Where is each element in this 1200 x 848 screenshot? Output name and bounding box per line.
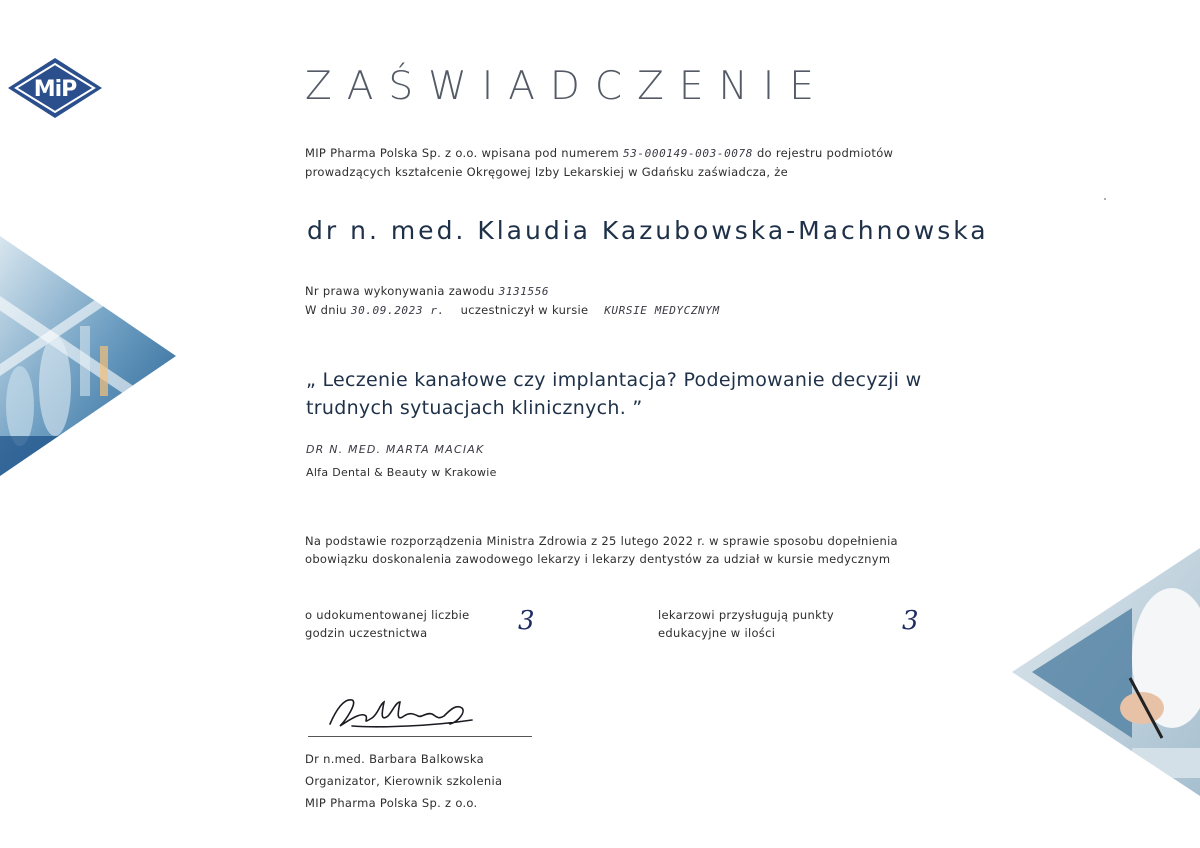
lecturer-name: DR N. MED. MARTA MACIAK [306,443,485,456]
register-number: 53-000149-003-0078 [622,147,753,160]
signer-block [305,748,502,814]
licence-label: Nr prawa wykonywania zawodu [305,284,495,298]
intro-line-1: MIP Pharma Polska Sp. z o.o. wpisana pod numerem 53-000149-003-0078 do rejestru podmiotów [305,146,894,160]
lab-photo-triangle [0,236,176,476]
mip-logo [6,56,104,120]
intro-text [305,144,893,181]
lecturer-place: Alfa Dental & Beauty w Krakowie [306,466,497,479]
svg-text:MiP: MiP [33,77,77,102]
date-label: W dniu [305,303,347,317]
intro-line-2: prowadzących kształcenie Okręgowej Izby Lekarskiej w Gdańsku zaświadcza, że [305,165,789,179]
signature-line [308,736,532,737]
licence-block [305,282,720,320]
points-value: 3 [902,606,919,636]
date-value: 30.09.2023 r. [350,304,445,317]
signer-company: MIP Pharma Polska Sp. z o.o. [305,796,478,810]
certificate-title: ZAŚWIADCZENIE [305,64,829,109]
hours-label: o udokumentowanej liczbie godzin uczestnictwa [305,608,470,640]
signer-role: Organizator, Kierownik szkolenia [305,774,503,788]
recipient-name: dr n. med. Klaudia Kazubowska-Machnowska [307,216,989,245]
doctor-photo-triangle [1012,548,1200,796]
handwritten-signature [322,690,492,734]
regulation-text: Na podstawie rozporządzenia Ministra Zdrowia z 25 lutego 2022 r. w sprawie sposobu dopełnienia obowiązku doskonalenia zawodowego lekarzy i lekarzy dentystów za udział w kursie medycznym [305,534,898,566]
course-type: KURSIE MEDYCZNYM [604,304,720,317]
participated-label: uczestniczył w kursie [460,303,589,317]
signer-name: Dr n.med. Barbara Balkowska [305,752,484,766]
course-title: „ Leczenie kanałowe czy implantacja? Podejmowanie decyzji w trudnych sytuacjach klinicznych. ” [306,369,922,419]
scan-speck [1104,198,1106,200]
points-label: lekarzowi przysługują punkty edukacyjne w ilości [658,608,834,640]
hours-value: 3 [518,606,535,636]
licence-number: 3131556 [498,285,550,298]
